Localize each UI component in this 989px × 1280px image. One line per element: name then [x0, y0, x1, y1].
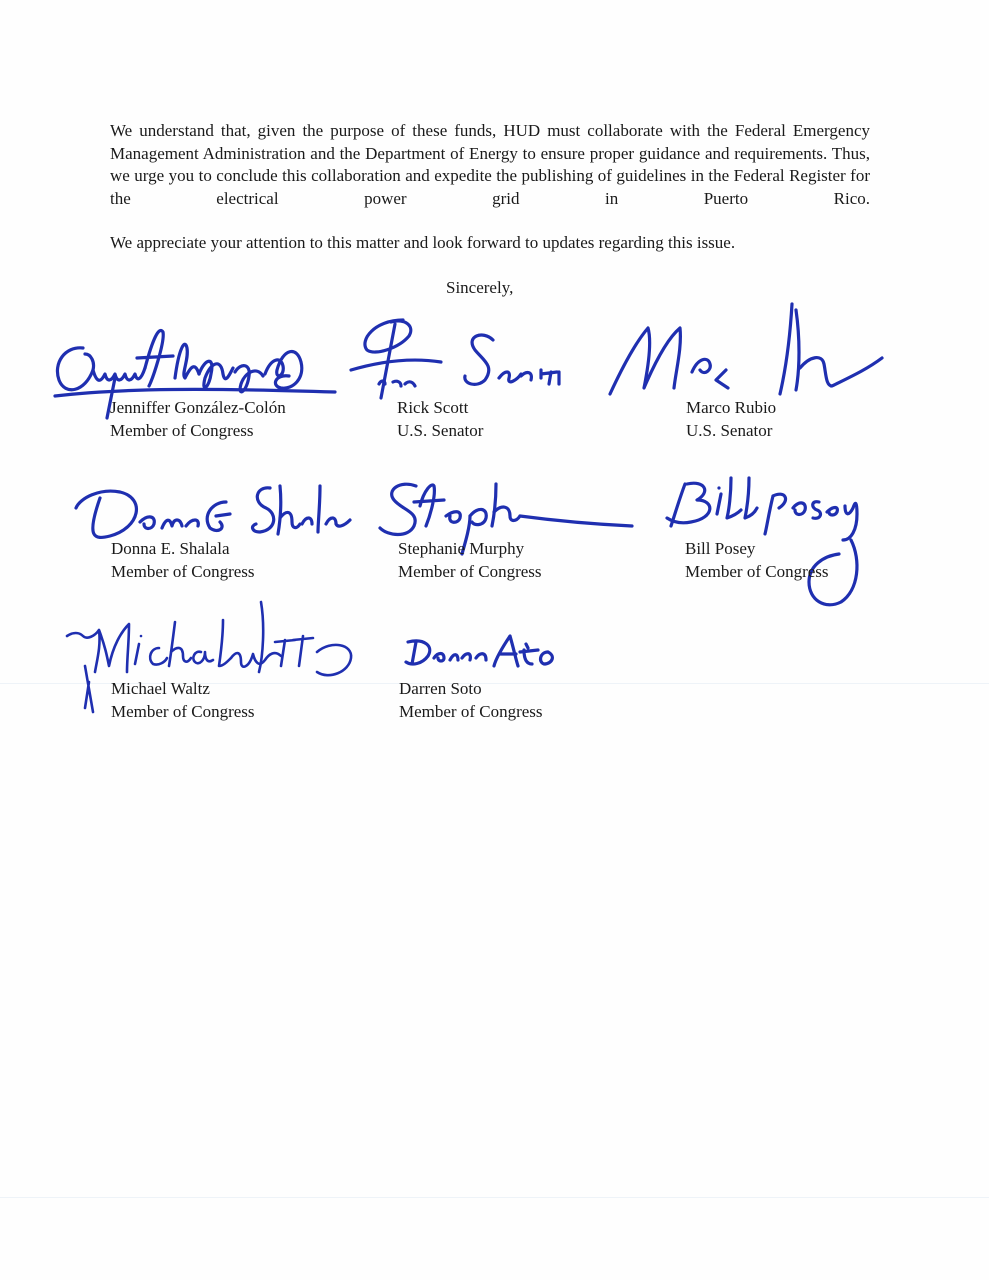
- signatory-block: [399, 677, 659, 723]
- signatory-block: [111, 677, 371, 723]
- signatory-name: Rick Scott: [397, 398, 469, 417]
- body-paragraph-2: We appreciate your attention to this matter and look forward to updates regarding this issue.: [110, 233, 736, 252]
- signatory-name: Jenniffer González-Colón: [110, 398, 286, 417]
- signatory-title: Member of Congress: [685, 562, 829, 581]
- scan-artifact-line: [0, 1197, 989, 1198]
- signature-darren-soto: [398, 628, 578, 678]
- closing-salutation: Sincerely,: [446, 278, 514, 297]
- signatory-title: U.S. Senator: [397, 421, 484, 440]
- signatory-title: Member of Congress: [399, 702, 543, 721]
- signatory-name: Darren Soto: [399, 679, 482, 698]
- signatory-title: U.S. Senator: [686, 421, 773, 440]
- signatory-block: [686, 396, 946, 442]
- signatory-block: [398, 537, 658, 583]
- body-paragraph-1: We understand that, given the purpose of these funds, HUD must collaborate with the Federal Emergency Management Administration and the Department of Energy to ensure proper guidance and requirements. Thus, we urge you to conclude this collaboration and expedite the publishing of guidelines in the Federal Register for the electrical power grid in Puerto Rico.: [110, 121, 870, 208]
- signatory-title: Member of Congress: [111, 702, 255, 721]
- signatory-block: [397, 396, 657, 442]
- signatory-title: Member of Congress: [110, 421, 254, 440]
- signatory-title: Member of Congress: [111, 562, 255, 581]
- signatory-block: [110, 396, 370, 442]
- signature-marco-rubio: [596, 298, 886, 398]
- signatory-block: [685, 537, 945, 583]
- signatory-name: Stephanie Murphy: [398, 539, 525, 558]
- signatory-name: Marco Rubio: [686, 398, 777, 417]
- signatory-name: Donna E. Shalala: [111, 539, 230, 558]
- signatory-name: Bill Posey: [685, 539, 756, 558]
- signatory-name: Michael Waltz: [111, 679, 210, 698]
- signature-rick-scott: [345, 300, 575, 400]
- signatory-title: Member of Congress: [398, 562, 542, 581]
- signatory-block: [111, 537, 371, 583]
